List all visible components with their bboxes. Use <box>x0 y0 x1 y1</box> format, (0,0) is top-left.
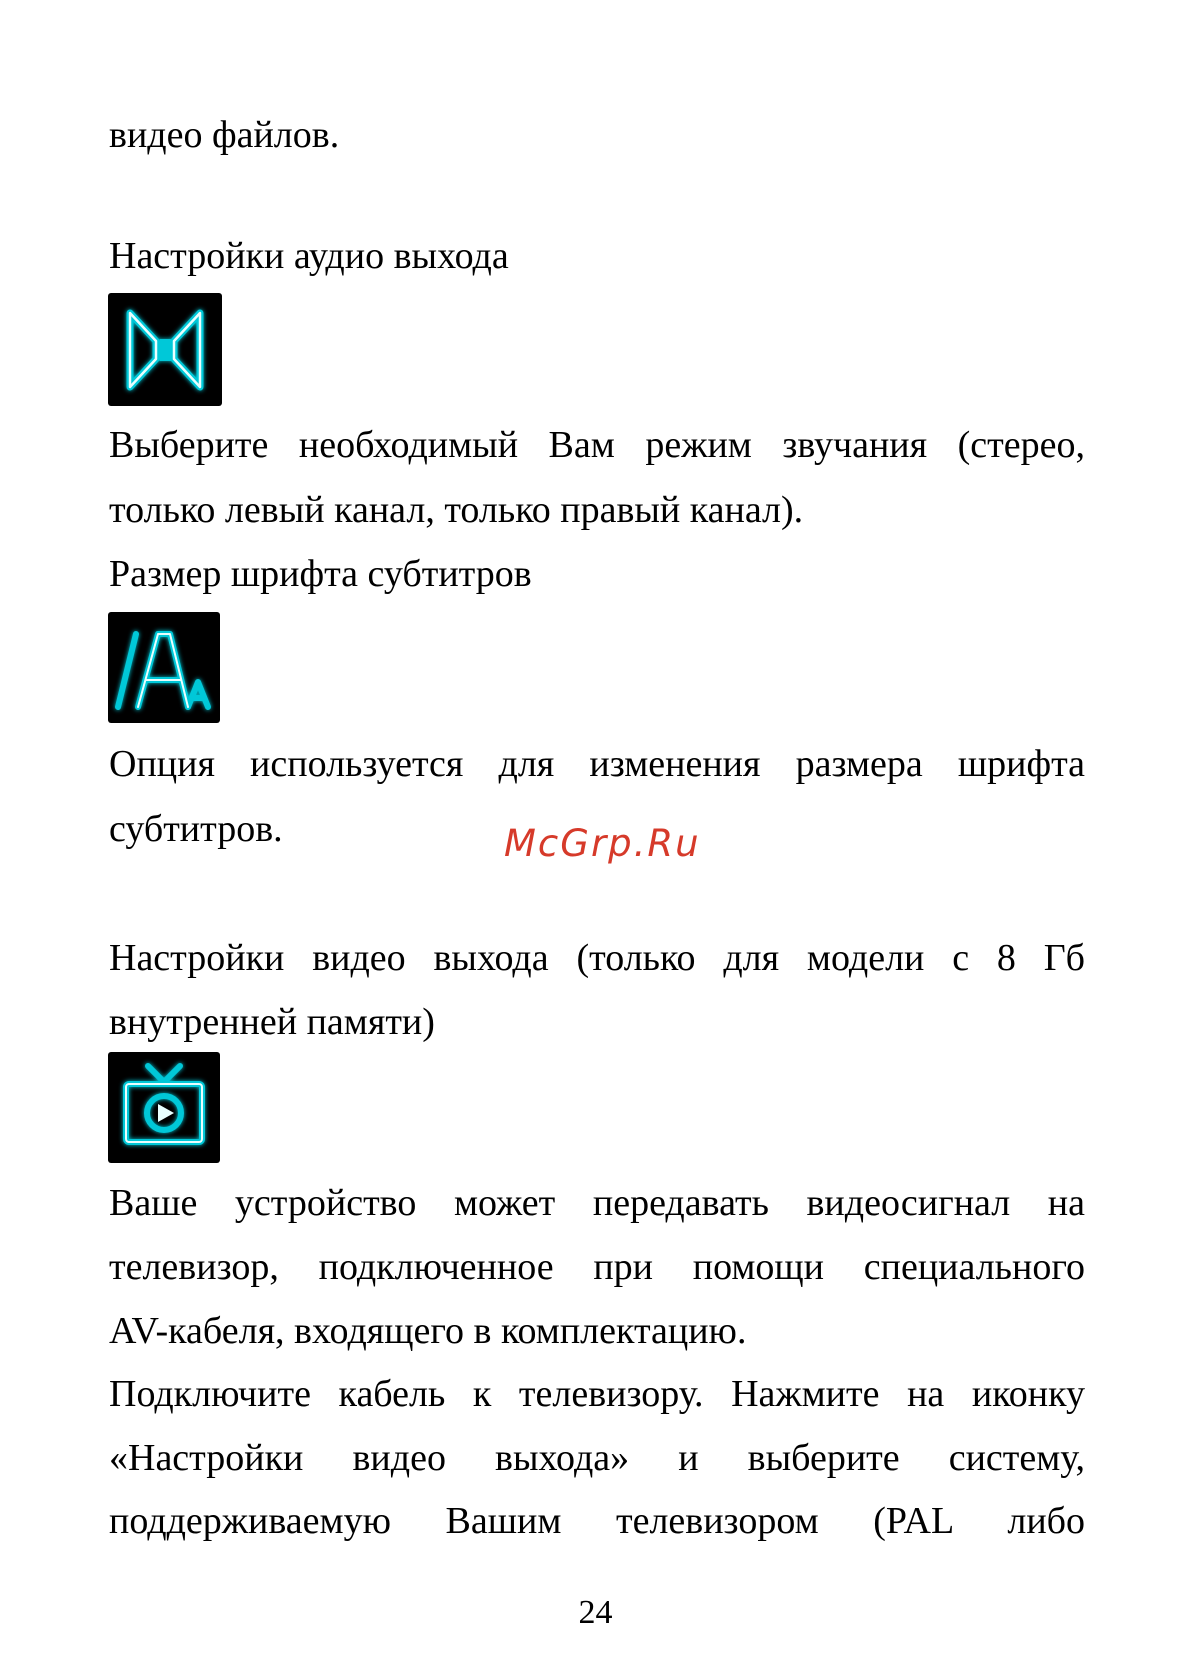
video-description-line-1: Ваше устройство может передавать видеосигнал на <box>109 1182 1085 1224</box>
video-description-line-2: телевизор, подключенное при помощи специального <box>109 1246 1085 1288</box>
subtitle-description-line-1: Опция используется для изменения размера шрифта <box>109 743 1085 785</box>
video-description-line-4: Подключите кабель к телевизору. Нажмите на иконку <box>109 1373 1085 1415</box>
intro-line: видео файлов. <box>109 114 340 156</box>
video-output-heading-line-2: внутренней памяти) <box>109 1001 435 1043</box>
tv-output-icon <box>108 1052 220 1163</box>
video-output-heading-line-1: Настройки видео выхода (только для модели с 8 Гб <box>109 937 1085 979</box>
video-description-line-3: AV-кабеля, входящего в комплектацию. <box>109 1310 747 1352</box>
subtitle-description-line-2: субтитров. <box>109 808 283 850</box>
subtitle-font-heading: Размер шрифта субтитров <box>109 553 532 595</box>
font-size-icon <box>108 612 220 723</box>
watermark: McGrp.Ru <box>504 822 701 865</box>
audio-output-heading: Настройки аудио выхода <box>109 235 509 277</box>
audio-description-line-1: Выберите необходимый Вам режим звучания (стерео, <box>109 424 1085 466</box>
audio-channel-icon <box>108 293 222 406</box>
audio-description-line-2: только левый канал, только правый канал). <box>109 489 804 531</box>
video-description-line-5: «Настройки видео выхода» и выберите систему, <box>109 1437 1085 1479</box>
video-description-line-6: поддерживаемую Вашим телевизором (PAL либо <box>109 1500 1085 1542</box>
page-number: 24 <box>578 1594 613 1631</box>
